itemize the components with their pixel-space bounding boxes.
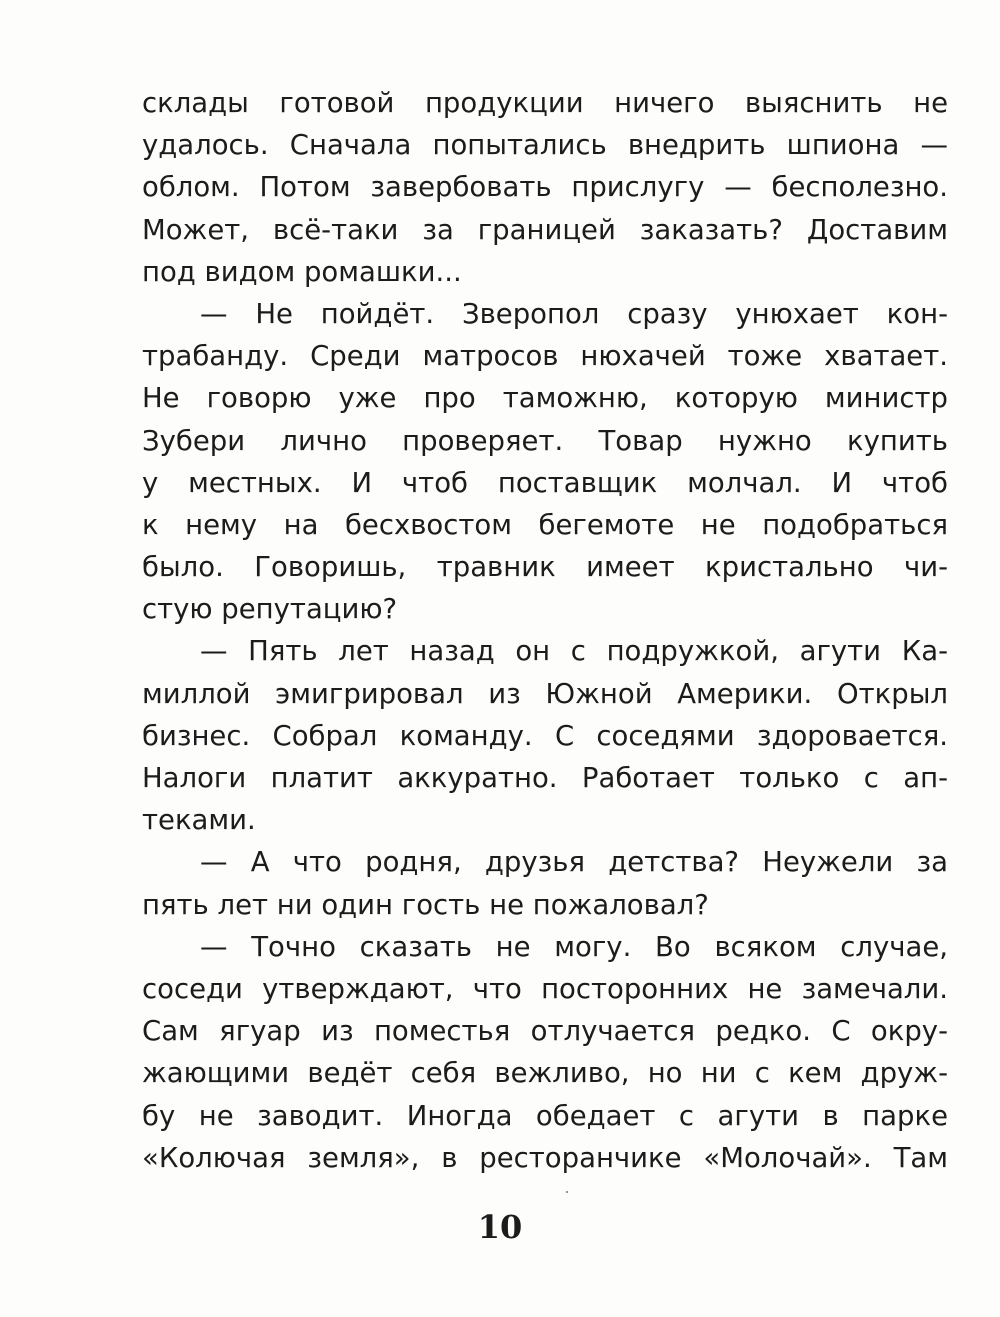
text-line: пять лет ни один гость не пожаловал? <box>142 888 709 921</box>
text-line: «Колючая земля», в ресторанчике «Молочай». Там <box>142 1141 948 1174</box>
text-line: — А что родня, друзья детства? Неужели за <box>200 846 948 879</box>
text-line: облом. Потом завербовать прислугу — бесполезно. <box>142 171 948 204</box>
text-line: стую репутацию? <box>142 593 398 626</box>
text-line: жающими ведёт себя вежливо, но ни с кем друж- <box>142 1057 948 1090</box>
text-line: Сам ягуар из поместья отлучается редко. С окру- <box>142 1015 948 1048</box>
print-speck <box>566 1191 568 1193</box>
text-line: — Пять лет назад он с подружкой, агути Ка- <box>200 635 948 668</box>
text-line: Налоги платит аккуратно. Работает только с ап- <box>142 762 948 794</box>
text-line: теками. <box>142 804 256 837</box>
text-line: удалось. Сначала попытались внедрить шпиона — <box>142 129 948 162</box>
text-line: — Не пойдёт. Зверопол сразу унюхает кон- <box>200 297 948 330</box>
text-line: у местных. И чтоб поставщик молчал. И чтоб <box>142 466 948 499</box>
text-line: склады готовой продукции ничего выяснить не <box>142 87 948 119</box>
text-line: соседи утверждают, что посторонних не замечали. <box>142 972 948 1005</box>
text-line: к нему на бесхвостом бегемоте не подобраться <box>142 508 948 541</box>
text-line: миллой эмигрировал из Южной Америки. Открыл <box>142 677 948 710</box>
text-line: Зубери лично проверяет. Товар нужно купить <box>142 424 948 457</box>
text-line: бизнес. Собрал команду. С соседями здоровается. <box>142 719 948 752</box>
text-line: бу не заводит. Иногда обедает с агути в парке <box>142 1099 948 1132</box>
text-line: трабанду. Среди матросов нюхачей тоже хватает. <box>142 340 948 373</box>
text-line: — Точно сказать не могу. Во всяком случае, <box>200 930 948 963</box>
page-number: 10 <box>477 1208 523 1246</box>
text-line: Не говорю уже про таможню, которую министр <box>142 382 948 415</box>
text-line: Может, всё-таки за границей заказать? Доставим <box>142 213 948 246</box>
body-text <box>142 82 948 1179</box>
text-line: было. Говоришь, травник имеет кристально чи- <box>142 551 948 584</box>
text-line: под видом ромашки... <box>142 255 462 288</box>
